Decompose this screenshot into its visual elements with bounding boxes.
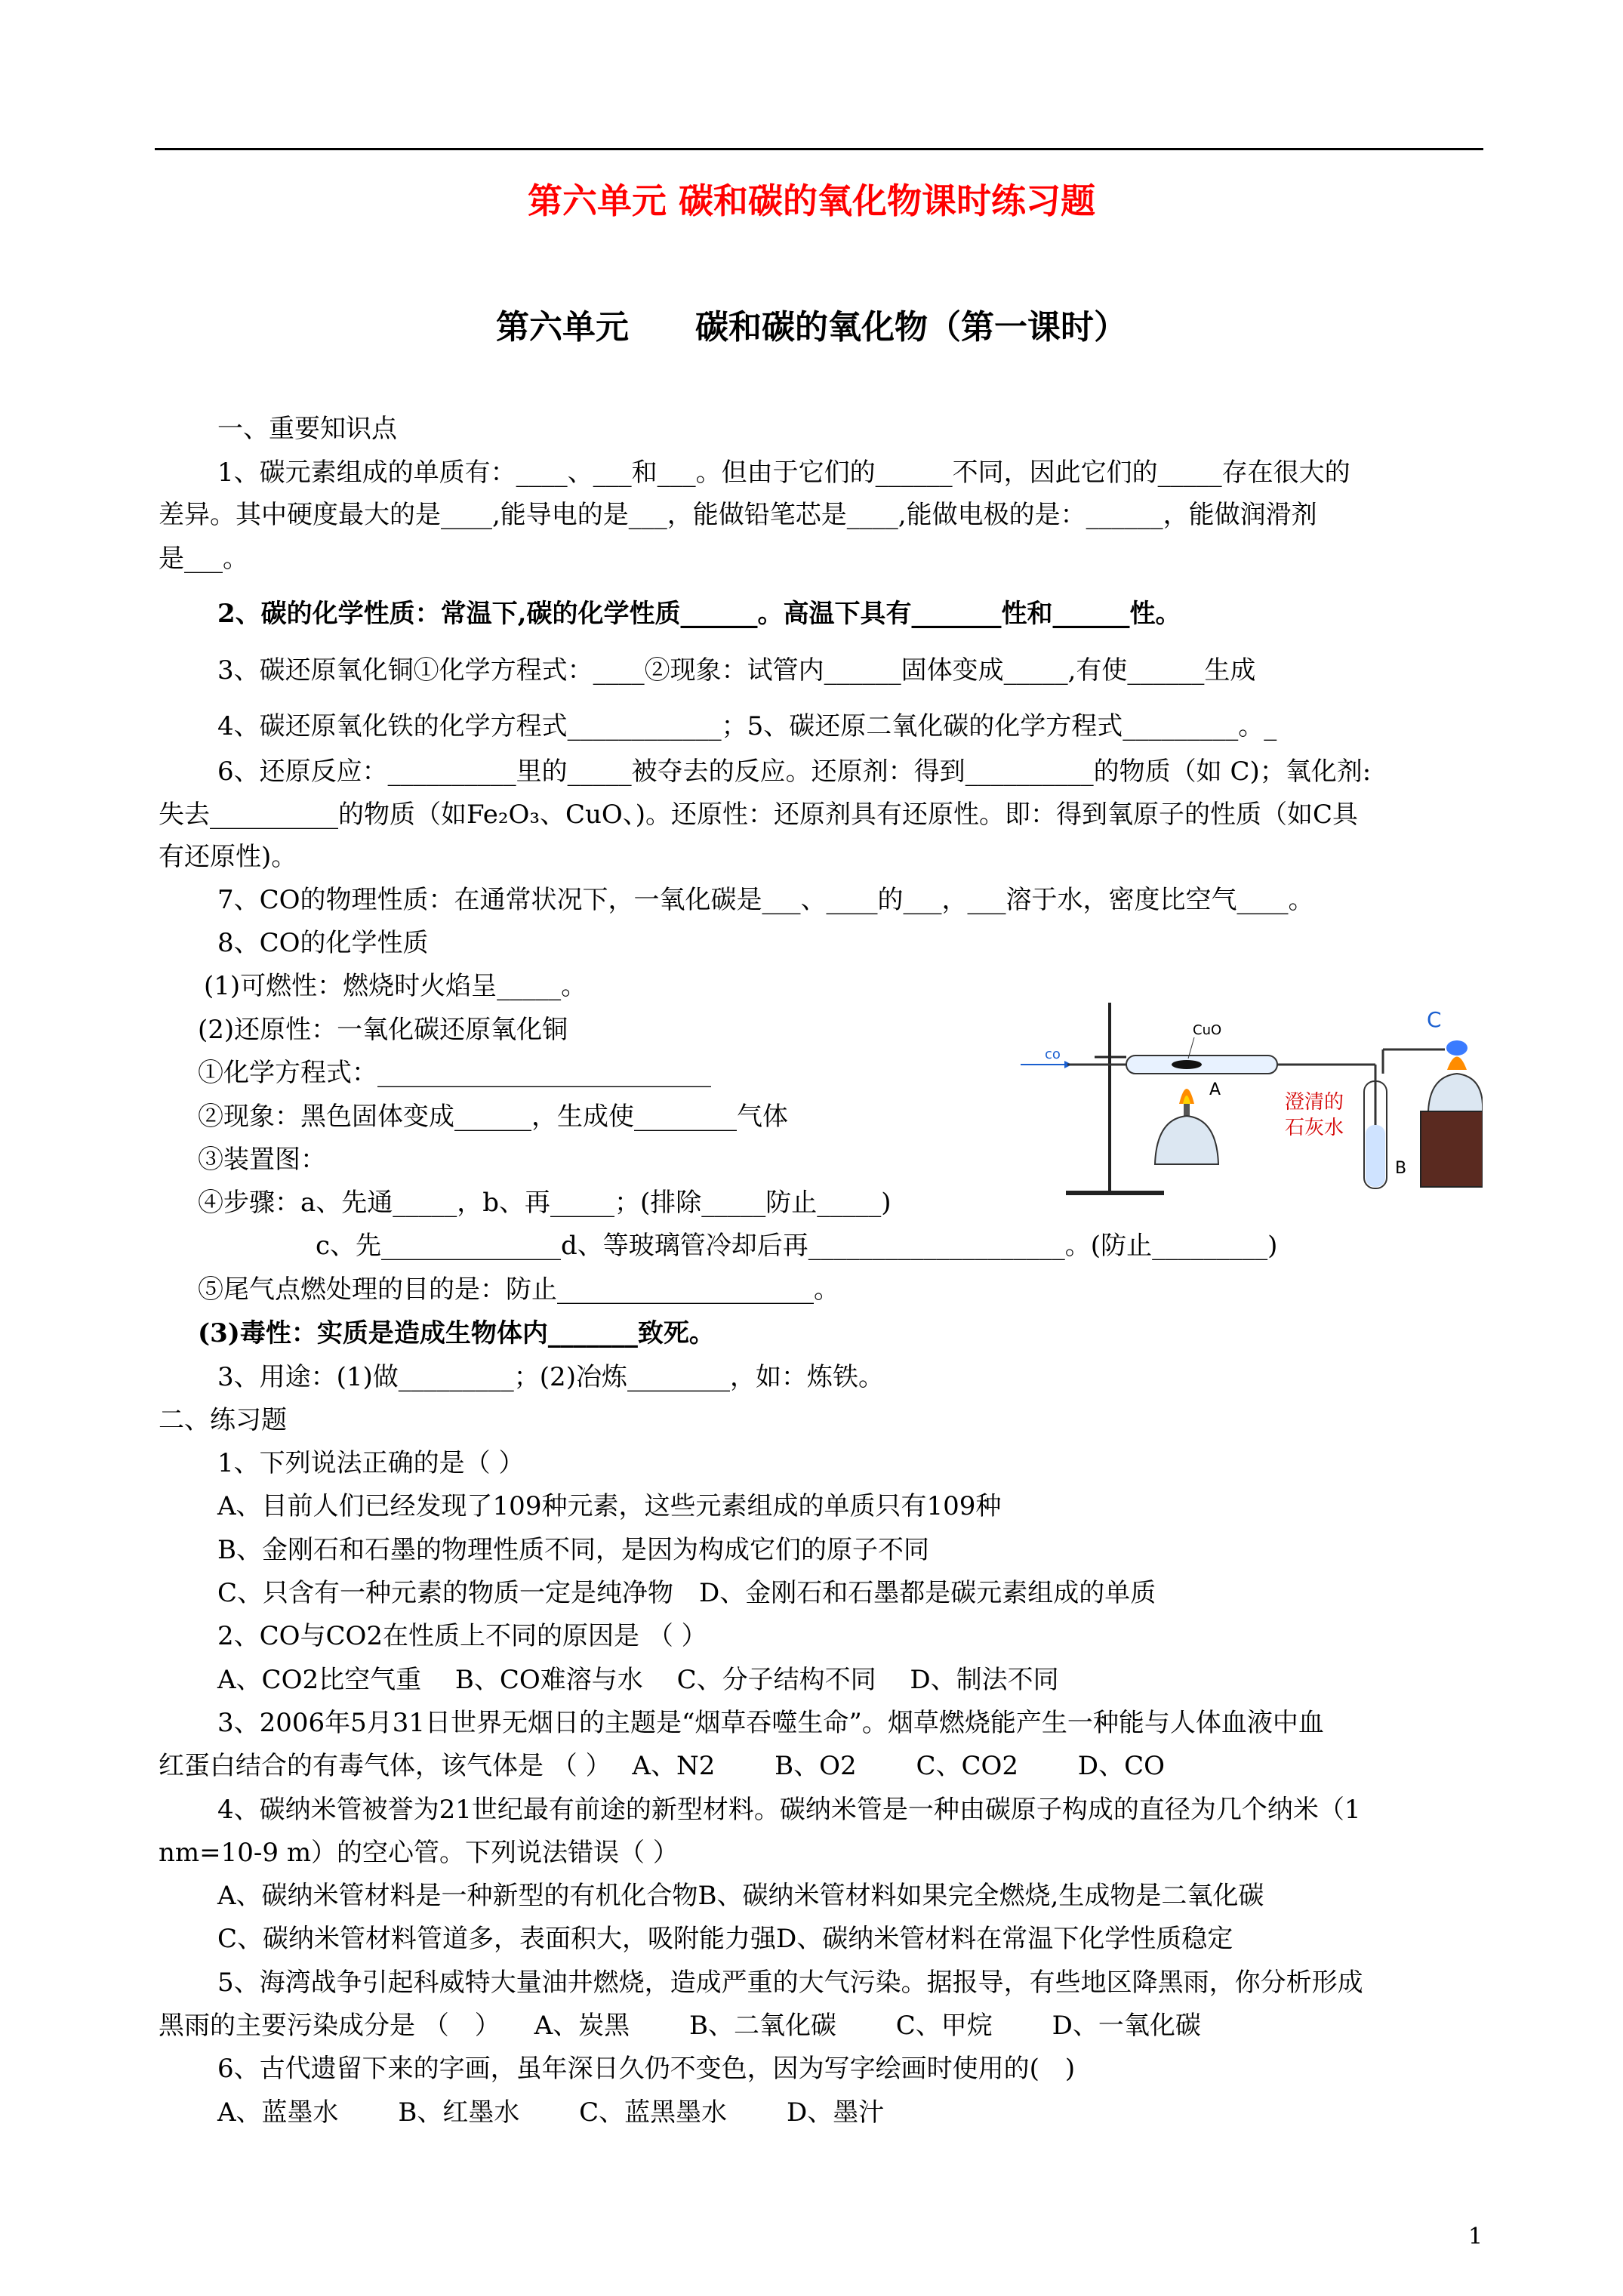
text-line: 是___。 [159, 544, 248, 574]
text-line: 红蛋白结合的有毒气体，该气体是 （ ） A、N2 B、O2 C、CO2 D、CO [159, 1751, 1165, 1781]
text-line: A、碳纳米管材料是一种新型的有机化合物B、碳纳米管材料如果完全燃烧,生成物是二氧化碳 [217, 1881, 1264, 1911]
alcohol-lamp-a [1155, 1116, 1218, 1164]
text-line: 一、重要知识点 [217, 414, 397, 444]
text-line: A、蓝墨水 B、红墨水 C、蓝黑墨水 D、墨汁 [217, 2097, 885, 2128]
text-line: (1)可燃性：燃烧时火焰呈_____。 [204, 971, 587, 1001]
text-line: 5、海湾战争引起科威特大量油井燃烧，造成严重的大气污染。据报导，有些地区降黑雨，你分析形成 [217, 1968, 1363, 1998]
alcohol-lamp-c [1428, 1074, 1483, 1111]
text-line: c、先______________d、等玻璃管冷却后再____________________。(防止_________) [316, 1231, 1278, 1261]
label-c: C [1427, 1007, 1442, 1032]
label-a: A [1209, 1080, 1221, 1099]
page-title: 第六单元 碳和碳的氧化物课时练习题 [527, 180, 1095, 221]
text-line: 失去__________的物质（如Fe₂O₃、CuO、)。还原性：还原剂具有还原性。即：得到氧原子的性质（如C具 [159, 800, 1359, 830]
text-line: 黑雨的主要污染成分是 （ ） A、炭黑 B、二氧化碳 C、甲烷 D、一氧化碳 [159, 2011, 1201, 2041]
text-line: ⑤尾气点燃处理的目的是：防止____________________。 [198, 1274, 839, 1305]
cuo-label: CuO [1193, 1022, 1222, 1038]
text-line: 8、CO的化学性质 [217, 928, 429, 958]
text-line: (3)毒性：实质是造成生物体内_______致死。 [198, 1318, 715, 1348]
limewater-label-1: 澄清的 [1285, 1091, 1344, 1114]
text-line: 2、CO与CO2在性质上不同的原因是 （ ） [217, 1621, 707, 1651]
text-line: ①化学方程式：__________________________ [198, 1058, 711, 1088]
co-reduction-apparatus-figure [1021, 998, 1483, 1202]
text-line: 1、下列说法正确的是（ ） [217, 1448, 525, 1478]
text-line: 3、用途：(1)做_________；(2)冶炼________，如：炼铁。 [217, 1362, 884, 1392]
co-inlet-label: co [1045, 1046, 1061, 1062]
text-line: ④步骤：a、先通_____，b、再_____；(排除_____防止_____) [198, 1188, 892, 1218]
text-line: 3、2006年5月31日世界无烟日的主题是“烟草吞噬生命”。烟草燃烧能产生一种能与人体血液中血 [217, 1708, 1324, 1738]
text-line: 1、碳元素组成的单质有：____、___和___。但由于它们的______不同，因此它们的_____存在很大的 [217, 458, 1350, 488]
limewater-label-2: 石灰水 [1285, 1117, 1344, 1139]
text-line: 6、还原反应：__________里的_____被夺去的反应。还原剂：得到__________的物质（如 C)；氧化剂: [217, 757, 1372, 787]
text-line: (2)还原性：一氧化碳还原氧化铜 [198, 1015, 568, 1045]
text-line: B、金刚石和石墨的物理性质不同，是因为构成它们的原子不同 [217, 1535, 929, 1565]
lamp-stand-block [1421, 1111, 1483, 1187]
text-line: 2、碳的化学性质：常温下,碳的化学性质______。高温下具有_______性和______性。 [217, 599, 1181, 629]
text-line: C、只含有一种元素的物质一定是纯净物 D、金刚石和石墨都是碳元素组成的单质 [217, 1578, 1156, 1608]
text-line: 4、碳纳米管被誉为21世纪最有前途的新型材料。碳纳米管是一种由碳原子构成的直径为几个纳米（1 [217, 1795, 1361, 1825]
section-subtitle: 第六单元 碳和碳的氧化物（第一课时） [496, 308, 1127, 347]
text-line: 4、碳还原氧化铁的化学方程式____________；5、碳还原二氧化碳的化学方程式_________。_ [217, 711, 1277, 741]
text-line: 二、练习题 [159, 1405, 287, 1435]
text-line: 3、碳还原氧化铜①化学方程式：____②现象：试管内______固体变成_____,有使______生成 [217, 655, 1256, 686]
text-line: 7、CO的物理性质：在通常状况下，一氧化碳是___、____的___，___溶于水，密度比空气____。 [217, 885, 1314, 915]
blue-flame-c [1446, 1040, 1467, 1056]
page-number: 1 [1468, 2224, 1483, 2250]
text-line: 差异。其中硬度最大的是____,能导电的是___，能做铅笔芯是____,能做电极的是：______，能做润滑剂 [159, 500, 1317, 530]
text-line: nm=10-9 m）的空心管。下列说法错误（ ） [159, 1838, 679, 1868]
text-line: C、碳纳米管材料管道多，表面积大，吸附能力强D、碳纳米管材料在常温下化学性质稳定 [217, 1924, 1233, 1954]
text-line: A、CO2比空气重 B、CO难溶与水 C、分子结构不同 D、制法不同 [217, 1665, 1059, 1695]
text-line: ②现象：黑色固体变成______，生成使________气体 [198, 1102, 788, 1132]
text-line: 有还原性)。 [159, 842, 297, 872]
copper-oxide-sample [1172, 1060, 1202, 1069]
text-line: A、目前人们已经发现了109种元素，这些元素组成的单质只有109种 [217, 1491, 1002, 1521]
header-rule [155, 148, 1483, 150]
text-line: 6、古代遗留下来的字画，虽年深日久仍不变色，因为写字绘画时使用的( ) [217, 2054, 1076, 2084]
label-b: B [1395, 1159, 1407, 1178]
text-line: ③装置图： [198, 1145, 326, 1175]
